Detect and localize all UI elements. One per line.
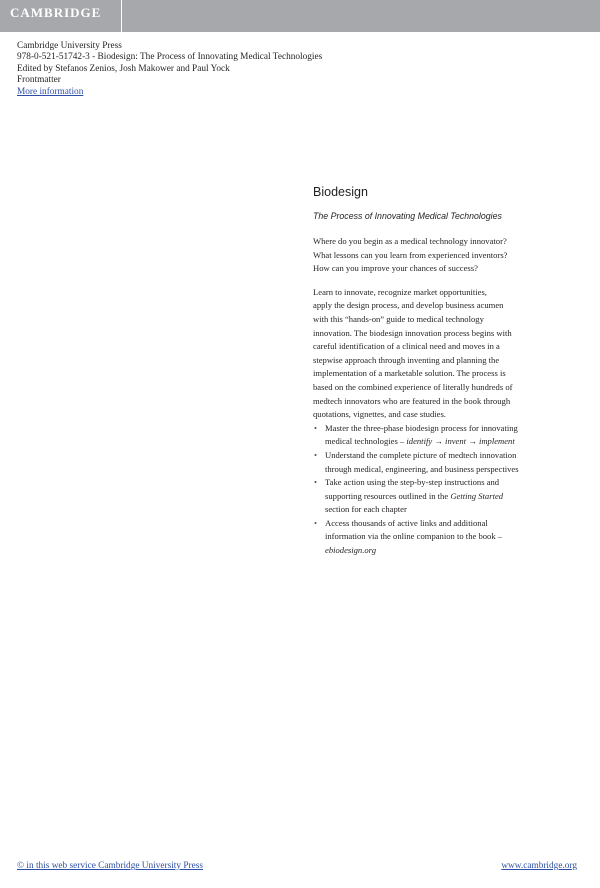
book-metadata — [17, 41, 322, 98]
publisher: Cambridge University Press — [17, 41, 122, 51]
description-line: quotations, vignettes, and case studies. — [313, 409, 446, 420]
bullet-icon: • — [314, 517, 318, 528]
book-subtitle: The Process of Innovating Medical Technologies — [313, 211, 502, 221]
feature-item: • Take action using the step-by-step instructions and supporting resources outlined in the Getting Started section for each chapter — [314, 477, 504, 515]
description-line: with this “hands-on” guide to medical technology — [313, 313, 484, 324]
feature-list — [313, 422, 563, 558]
description-line: careful identification of a clinical need and moves in a — [313, 341, 500, 352]
ebiodesign-link-text: ebiodesign.org — [325, 545, 376, 556]
bullet-icon: • — [314, 477, 318, 488]
bullet-icon: • — [314, 449, 318, 460]
feature-item: • Access thousands of active links and additional information via the online companion to the book – ebiodesign.org — [314, 517, 503, 556]
editors: Edited by Stefanos Zenios, Josh Makower and Paul Yock — [17, 63, 230, 74]
cambridge-logo[interactable] — [10, 0, 122, 32]
description-line: stepwise approach through inventing and planning the — [313, 354, 500, 365]
feature-item: • Understand the complete picture of medtech innovation through medical, engineering, and business perspectives — [314, 449, 519, 474]
feature-item: • Master the three-phase biodesign process for innovating medical technologies – identify → invent → implement — [314, 422, 518, 447]
isbn-title: 978-0-521-51742-3 - Biodesign: The Process of Innovating Medical Technologies — [17, 52, 323, 63]
book-description — [313, 185, 563, 558]
bullet-icon: • — [314, 422, 318, 433]
more-information-link[interactable]: More information — [17, 86, 84, 97]
intro-line: How can you improve your chances of success? — [313, 263, 478, 274]
intro-line: What lessons can you learn from experienced inventors? — [313, 249, 508, 260]
description-line: innovation. The biodesign innovation process begins with — [313, 327, 512, 338]
copyright-link[interactable]: © in this web service Cambridge University Press — [17, 861, 203, 871]
header-bar — [0, 0, 600, 32]
description-line: based on the combined experience of literally hundreds of — [313, 381, 513, 392]
section-label: Frontmatter — [17, 75, 61, 86]
book-title: Biodesign — [313, 185, 368, 199]
logo-text: CAMBRIDGE — [10, 5, 102, 20]
blurb — [313, 235, 563, 422]
description-line: medtech innovators who are featured in the book through — [313, 395, 511, 406]
description-line: Learn to innovate, recognize market opportunities, — [313, 286, 487, 297]
website-link[interactable]: www.cambridge.org — [501, 861, 577, 871]
description-line: implementation of a marketable solution. The process is — [313, 368, 506, 379]
description-line: apply the design process, and develop business acumen — [313, 300, 504, 311]
intro-line: Where do you begin as a medical technology innovator? — [313, 236, 507, 246]
